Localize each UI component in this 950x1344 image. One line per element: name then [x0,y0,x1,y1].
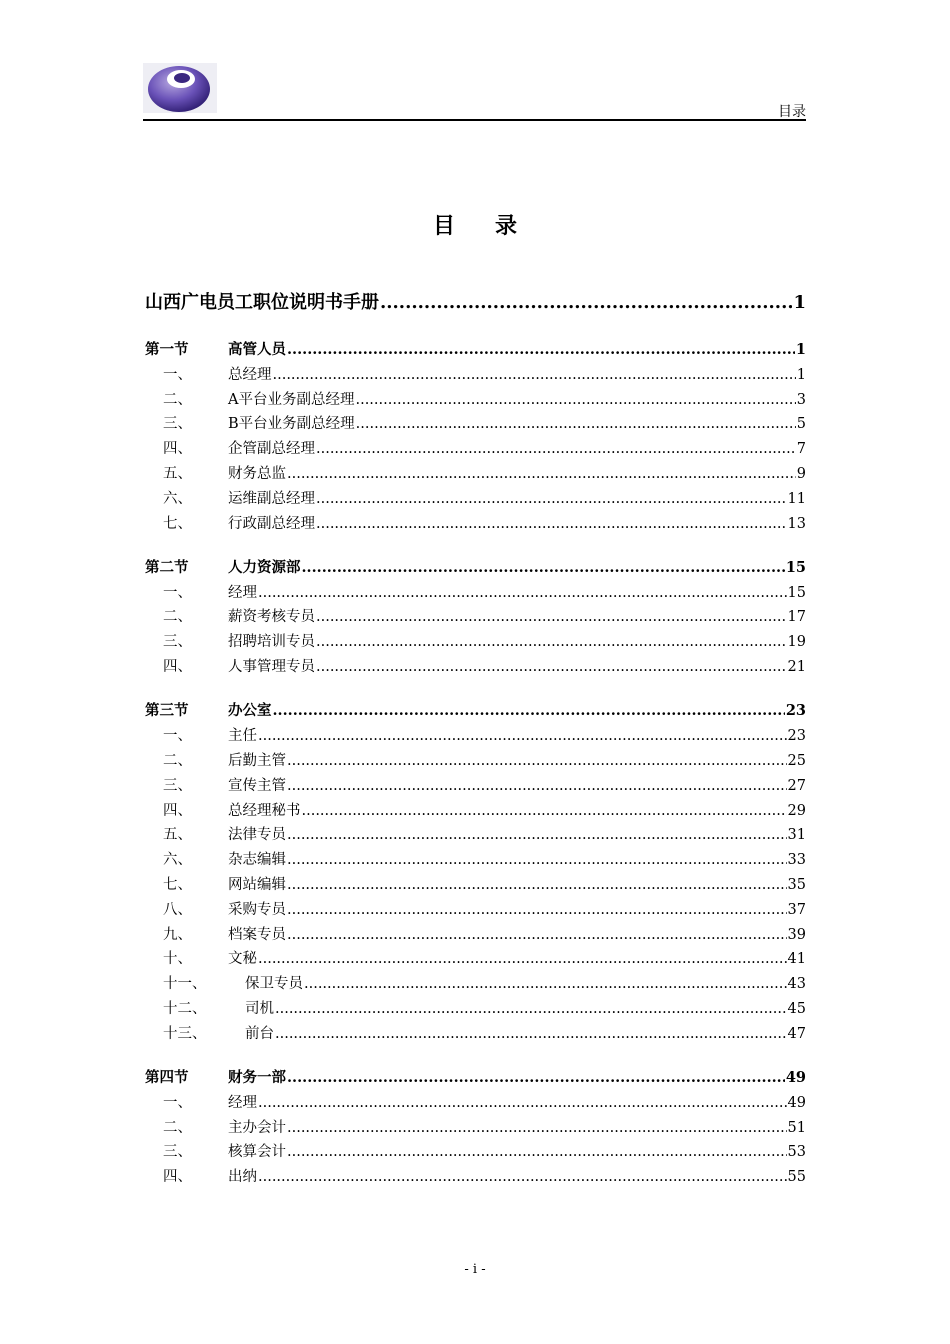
toc-item-entry[interactable] [145,630,806,655]
toc-leader-dots [275,1022,787,1047]
toc-leader-dots [287,898,787,923]
toc-entry-num: 五、 [163,465,192,482]
toc-item-entry[interactable] [145,997,806,1022]
toc-leader-dots [287,774,787,799]
toc-entry-page: 23 [787,728,806,745]
toc-leader-dots [287,749,787,774]
toc-section-gap [145,536,806,556]
toc-leader-dots [258,581,787,606]
toc-entry-page: 33 [787,852,806,869]
toc-entry-page: 29 [787,802,806,819]
toc-item-entry[interactable] [145,774,806,799]
toc-leader-dots [316,630,787,655]
toc-entry-num: 四、 [163,659,192,676]
toc-entry-page: 19 [787,634,806,651]
toc-entry-label: 财务一部 [228,1069,286,1087]
header-label: 目录 [778,104,806,120]
toc-entry-label: 出纳 [228,1169,257,1186]
toc-leader-dots [356,412,796,437]
toc-entry-label: 后勤主管 [228,752,286,769]
toc-entry-num: 十一、 [163,976,207,993]
toc-entry-num: 八、 [163,901,192,918]
toc-entry-num: 第三节 [145,702,189,720]
toc-main-label: 山西广电员工职位说明书手册 [145,292,379,313]
toc-leader-dots [316,512,787,537]
toc-item-entry[interactable] [145,1140,806,1165]
toc-leader-dots [316,437,796,462]
toc-leader-dots [287,873,787,898]
toc-entry-num: 二、 [163,609,192,626]
toc-entry-page: 39 [787,926,806,943]
toc-entry-num: 七、 [163,876,192,893]
toc-entry-num: 二、 [163,391,192,408]
toc-leader-dots [287,1140,787,1165]
toc-item-entry[interactable] [145,388,806,413]
toc-leader-dots [273,699,785,724]
toc-entry-page: 1 [795,341,806,358]
toc-item-entry[interactable] [145,749,806,774]
toc-item-entry[interactable] [145,363,806,388]
toc-entry-page: 35 [787,876,806,893]
toc-entry-label: 杂志编辑 [228,852,286,869]
toc-entry-label: 总经理秘书 [228,802,301,819]
toc-entry-page: 9 [796,465,806,482]
toc-entry-num: 十二、 [163,1000,207,1017]
toc-entry-label: 核算会计 [228,1144,286,1161]
toc-item-entry[interactable] [145,412,806,437]
toc-entry-label: 法律专员 [228,827,286,844]
toc-entry-num: 五、 [163,827,192,844]
toc-entry-page: 7 [796,441,806,458]
toc-entry-label: B平台业务副总经理 [228,416,355,433]
toc-entry-page: 41 [787,951,806,968]
toc-section-entry[interactable] [145,556,806,581]
toc-entry-page: 25 [787,752,806,769]
toc-entry-num: 二、 [163,1119,192,1136]
toc-leader-dots [316,487,787,512]
toc-leader-dots [302,556,785,581]
toc-entry-page: 55 [787,1169,806,1186]
toc-entry-page: 51 [787,1119,806,1136]
toc-entry-page: 31 [787,827,806,844]
toc-entry-label: 主办会计 [228,1119,286,1136]
table-of-contents [145,290,806,1190]
toc-entry-num: 第四节 [145,1069,189,1087]
toc-entry-num: 三、 [163,777,192,794]
toc-entry-label: 企管副总经理 [228,441,315,458]
toc-entry-page: 45 [787,1000,806,1017]
toc-entry-num: 第一节 [145,341,189,358]
toc-entry-label: 经理 [228,1094,257,1111]
toc-entry-label: 高管人员 [228,341,286,358]
toc-item-entry[interactable] [145,487,806,512]
toc-entry-num: 十三、 [163,1025,207,1042]
toc-entry-page: 27 [787,777,806,794]
toc-entry-label: 主任 [228,728,257,745]
toc-leader-dots [258,724,787,749]
toc-entry-page: 17 [787,609,806,626]
toc-entry-label: 人力资源部 [228,558,301,576]
toc-section-gap [145,1047,806,1067]
toc-entry-label: 薪资考核专员 [228,609,315,626]
toc-entry-label: A平台业务副总经理 [228,391,355,408]
toc-entry-label: 招聘培训专员 [228,634,315,651]
toc-item-entry[interactable] [145,1116,806,1141]
toc-leader-dots [287,1116,787,1141]
toc-entry-page: 47 [787,1025,806,1042]
toc-entry-label: 宣传主管 [228,777,286,794]
toc-entry-page: 49 [785,1069,806,1087]
toc-item-entry[interactable] [145,947,806,972]
toc-entry-label: 档案专员 [228,926,286,943]
toc-entry-num: 九、 [163,926,192,943]
toc-item-entry[interactable] [145,823,806,848]
toc-section-entry[interactable] [145,699,806,724]
toc-entry-label: 保卫专员 [245,976,303,993]
toc-entry-num: 三、 [163,634,192,651]
toc-leader-dots [316,655,787,680]
toc-entry-page: 3 [796,391,806,408]
toc-item-entry[interactable] [145,923,806,948]
toc-entry-num: 第二节 [145,558,189,576]
toc-leader-dots [287,1066,785,1091]
toc-entry-num: 四、 [163,441,192,458]
toc-item-entry[interactable] [145,1165,806,1190]
toc-entry-page: 11 [787,490,806,507]
toc-entry-page: 15 [787,584,806,601]
toc-leader-dots [304,972,787,997]
toc-item-entry[interactable] [145,512,806,537]
toc-leader-dots [258,947,787,972]
toc-entry-label: 采购专员 [228,901,286,918]
toc-item-entry[interactable] [145,972,806,997]
toc-entry-page: 37 [787,901,806,918]
toc-main-entry[interactable] [145,290,806,316]
toc-entry-label: 文秘 [228,951,257,968]
toc-entry-label: 办公室 [228,702,272,720]
toc-leader-dots [287,462,796,487]
toc-item-entry[interactable] [145,1091,806,1116]
toc-item-entry[interactable] [145,1022,806,1047]
toc-entry-page: 53 [787,1144,806,1161]
toc-entry-label: 前台 [245,1025,274,1042]
toc-item-entry[interactable] [145,898,806,923]
toc-entry-num: 二、 [163,752,192,769]
toc-entry-label: 人事管理专员 [228,659,315,676]
toc-entry-num: 三、 [163,416,192,433]
toc-entry-page: 43 [787,976,806,993]
toc-leader-dots [275,997,787,1022]
toc-entry-page: 1 [796,366,806,383]
toc-entry-label: 行政副总经理 [228,515,315,532]
toc-entry-num: 十、 [163,951,192,968]
toc-leader-dots [380,290,792,316]
toc-item-entry[interactable] [145,581,806,606]
toc-leader-dots [287,848,787,873]
toc-leader-dots [287,823,787,848]
toc-item-entry[interactable] [145,799,806,824]
toc-main-page: 1 [793,292,806,313]
toc-entry-page: 15 [785,558,806,576]
toc-entry-num: 一、 [163,584,192,601]
toc-entry-label: 经理 [228,584,257,601]
toc-section-entry[interactable] [145,338,806,363]
toc-section-gap [145,680,806,700]
toc-item-entry[interactable] [145,848,806,873]
toc-item-entry[interactable] [145,605,806,630]
toc-entry-label: 财务总监 [228,465,286,482]
toc-leader-dots [287,338,795,363]
toc-entry-page: 23 [785,702,806,720]
toc-entry-num: 一、 [163,366,192,383]
toc-leader-dots [258,1091,787,1116]
toc-entry-label: 司机 [245,1000,274,1017]
toc-entry-num: 四、 [163,802,192,819]
header-rule [143,119,806,121]
toc-entry-label: 网站编辑 [228,876,286,893]
footer-page-number: - i - [464,1262,486,1277]
toc-leader-dots [287,923,787,948]
toc-item-entry[interactable] [145,873,806,898]
toc-entry-num: 七、 [163,515,192,532]
toc-entry-page: 13 [787,515,806,532]
toc-leader-dots [355,388,795,413]
toc-item-entry[interactable] [145,437,806,462]
toc-leader-dots [258,1165,787,1190]
toc-item-entry[interactable] [145,655,806,680]
toc-entry-label: 总经理 [228,366,272,383]
toc-item-entry[interactable] [145,462,806,487]
toc-entry-num: 一、 [163,1094,192,1111]
toc-entry-num: 三、 [163,1144,192,1161]
toc-entry-page: 49 [787,1094,806,1111]
toc-entry-page: 5 [796,416,806,433]
toc-leader-dots [316,605,787,630]
toc-entry-page: 21 [787,659,806,676]
page-title: 目录 [432,213,557,239]
toc-entry-num: 六、 [163,852,192,869]
toc-item-entry[interactable] [145,724,806,749]
toc-section-entry[interactable] [145,1066,806,1091]
toc-leader-dots [302,799,787,824]
toc-entry-num: 一、 [163,728,192,745]
toc-entry-num: 四、 [163,1169,192,1186]
toc-entry-num: 六、 [163,490,192,507]
company-logo [143,63,217,113]
toc-leader-dots [273,363,796,388]
toc-entry-label: 运维副总经理 [228,490,315,507]
